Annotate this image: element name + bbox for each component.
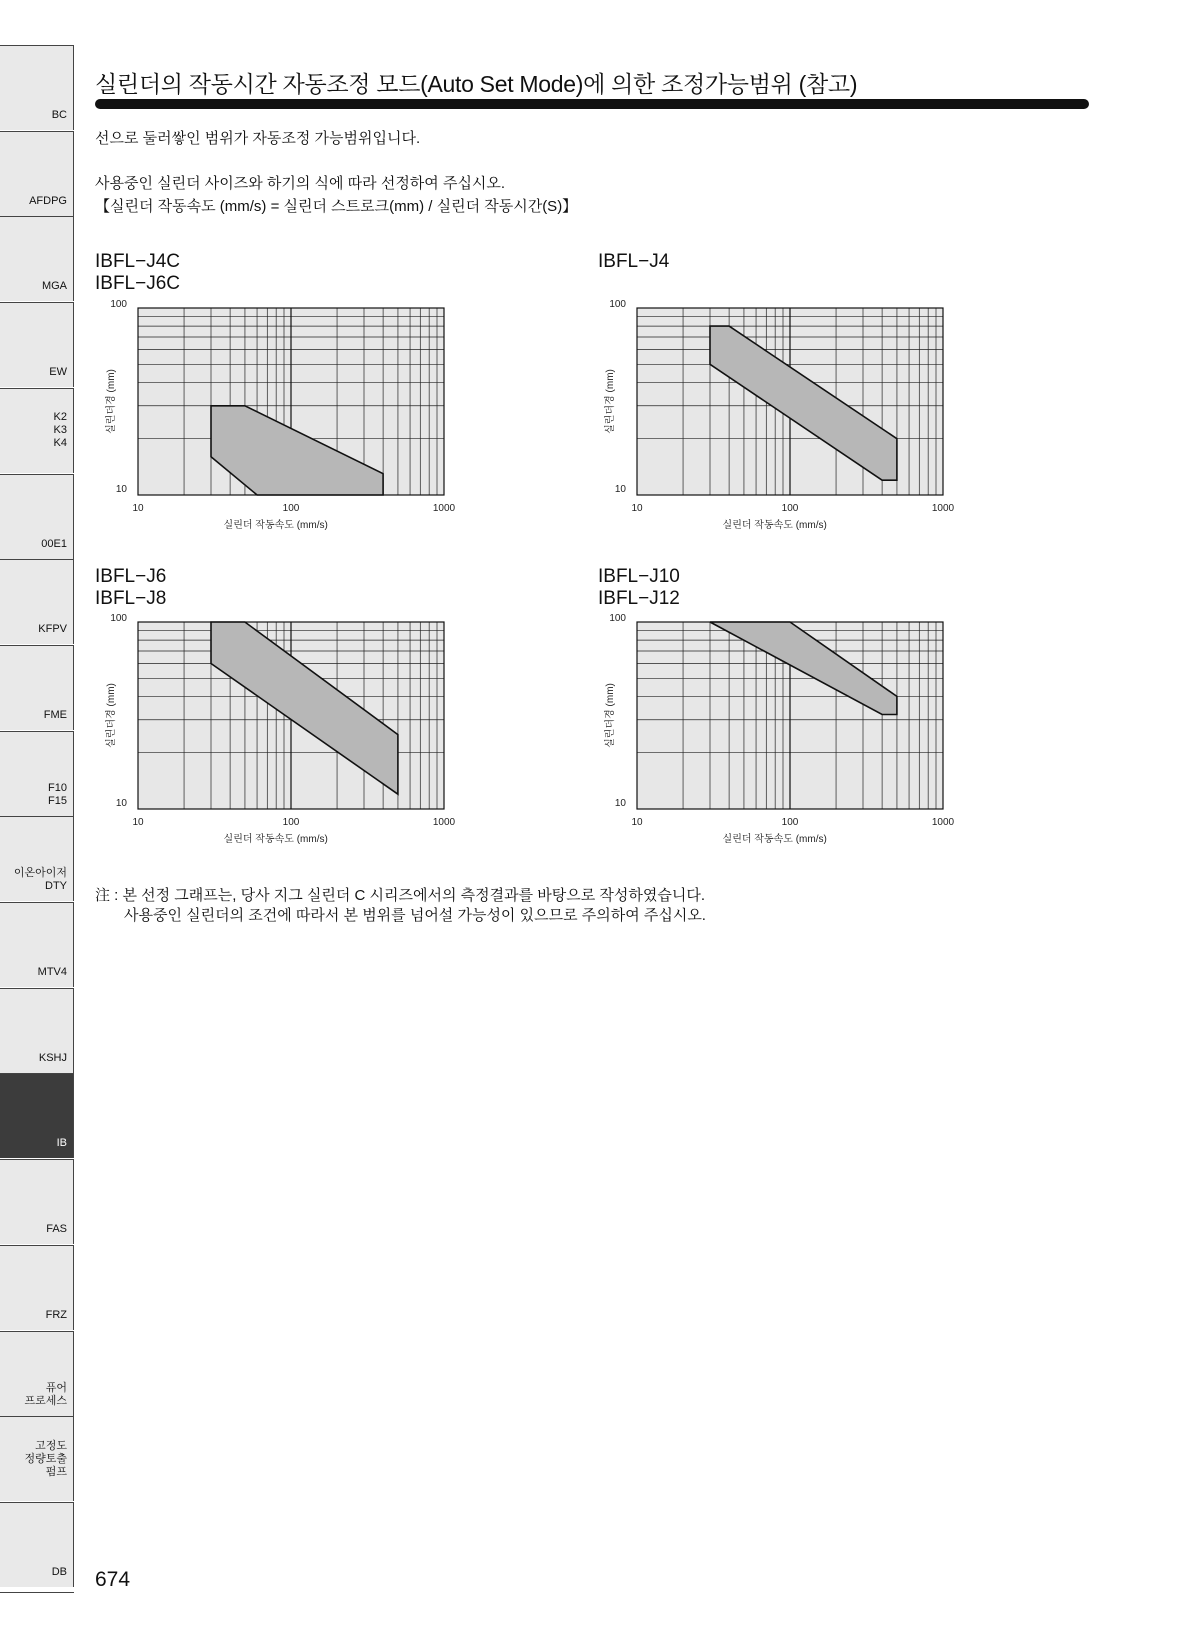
x-axis-label: 실린더 작동속도 (mm/s) [223,520,328,531]
y-tick-label: 100 [609,613,626,624]
x-tick-label: 1000 [432,503,456,514]
y-tick-label: 10 [115,484,127,495]
x-tick-label: 100 [282,503,300,514]
note-line-2: 사용중인 실린더의 조건에 따라서 본 범위를 넘어설 가능성이 있으므로 주의하여 주십시오. [124,907,706,924]
y-axis-label: 실린더경 (mm) [106,683,117,748]
chart-3-title-line: IBFL−J6 [95,566,167,587]
x-tick-label: 1000 [432,817,456,828]
x-tick-label: 1000 [931,817,955,828]
side-tab[interactable]: KSHJ [0,988,74,1073]
chart-4-title-line: IBFL−J12 [598,588,680,609]
side-tab[interactable]: 퓨어 프로세스 [0,1331,74,1416]
page-number: 674 [95,1568,131,1591]
y-axis-label: 실린더경 (mm) [106,369,117,434]
x-tick-label: 1000 [931,503,955,514]
x-tick-label: 100 [781,817,799,828]
side-tab[interactable]: MTV4 [0,902,74,987]
chart-4-j10-j12 [0,0,983,859]
side-tab[interactable]: 00E1 [0,474,74,559]
y-tick-label: 10 [614,484,626,495]
note-line-1: 注 : 본 선정 그래프는, 당사 지그 실린더 C 시리즈에서의 측정결과를 바탕으로 작성하였습니다. [95,887,705,904]
x-axis-label: 실린더 작동속도 (mm/s) [223,834,328,845]
y-tick-label: 100 [609,299,626,310]
x-tick-label: 10 [132,503,144,514]
side-tab[interactable]: EW [0,302,74,387]
side-tab[interactable]: FRZ [0,1245,74,1330]
x-tick-label: 100 [781,503,799,514]
x-tick-label: 10 [132,817,144,828]
side-index-bottom-border [0,1592,74,1593]
side-tab[interactable]: 고정도 정량토출 펌프 [0,1416,74,1501]
x-tick-label: 100 [282,817,300,828]
intro-text: 선으로 둘러쌓인 범위가 자동조정 가능범위입니다. [95,130,421,147]
side-tab[interactable]: AFDPG [0,131,74,216]
y-tick-label: 100 [110,613,127,624]
side-tab[interactable]: FAS [0,1159,74,1244]
y-axis-label: 실린더경 (mm) [605,369,616,434]
side-tab[interactable]: BC [0,45,74,130]
side-tab[interactable]: MGA [0,216,74,301]
side-tab[interactable]: F10 F15 [0,731,74,816]
side-tab[interactable]: K2 K3 K4 [0,388,74,473]
side-tab[interactable]: DB [0,1502,74,1587]
y-axis-label: 실린더경 (mm) [605,683,616,748]
x-tick-label: 10 [631,817,643,828]
formula-text: 【실린더 작동속도 (mm/s) = 실린더 스트로크(mm) / 실린더 작동시간(S)】 [95,198,578,215]
x-tick-label: 10 [631,503,643,514]
side-tab[interactable]: FME [0,645,74,730]
side-tab[interactable]: IB [0,1073,74,1158]
chart-3-title-line: IBFL−J8 [95,588,167,609]
chart-1-title-line: IBFL−J6C [95,273,181,294]
y-tick-label: 10 [614,798,626,809]
side-tab[interactable]: KFPV [0,559,74,644]
x-axis-label: 실린더 작동속도 (mm/s) [722,520,827,531]
y-tick-label: 100 [110,299,127,310]
chart-1-title-line: IBFL−J4C [95,251,181,272]
side-tab[interactable]: 이온아이저 DTY [0,816,74,901]
chart-2-title-line: IBFL−J4 [598,251,670,272]
x-axis-label: 실린더 작동속도 (mm/s) [722,834,827,845]
chart-4-title-line: IBFL−J10 [598,566,680,587]
y-tick-label: 10 [115,798,127,809]
instruction-text: 사용중인 실린더 사이즈와 하기의 식에 따라 선정하여 주십시오. [95,175,506,192]
page-title: 실린더의 작동시간 자동조정 모드(Auto Set Mode)에 의한 조정가능범위 (참고) [95,71,858,97]
